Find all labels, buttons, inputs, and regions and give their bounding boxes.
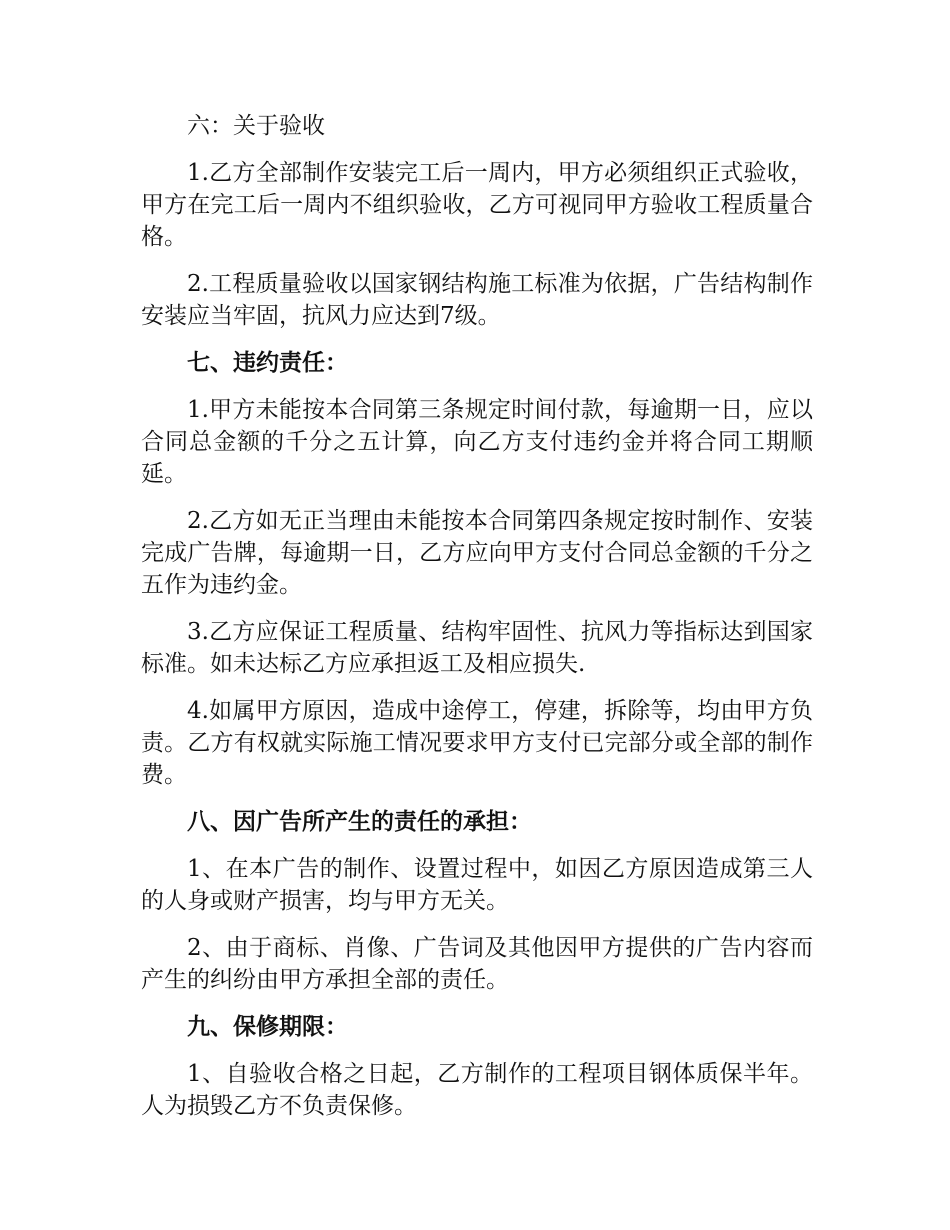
section-seven-item-4: 4.如属甲方原因，造成中途停工，停建，拆除等，均由甲方负责。乙方有权就实际施工情况要求甲方支付已完部分或全部的制作费。 bbox=[141, 698, 813, 788]
section-nine-item-1: 1、自验收合格之日起，乙方制作的工程项目钢体质保半年。人为损毁乙方不负责保修。 bbox=[141, 1061, 813, 1119]
section-nine-heading: 九、保修期限： bbox=[187, 1013, 348, 1040]
section-eight-item-2: 2、由于商标、肖像、广告词及其他因甲方提供的广告内容而产生的纠纷由甲方承担全部的责任。 bbox=[141, 935, 813, 993]
section-seven-item-3: 3.乙方应保证工程质量、结构牢固性、抗风力等指标达到国家标准。如未达标乙方应承担返工及相应损失. bbox=[141, 619, 813, 677]
section-six-heading: 六：关于验收 bbox=[187, 113, 325, 139]
section-six-item-2: 2.工程质量验收以国家钢结构施工标准为依据，广告结构制作安装应当牢固，抗风力应达到7级。 bbox=[141, 271, 813, 329]
section-seven-heading: 七、违约责任： bbox=[187, 349, 348, 376]
section-seven-item-2: 2.乙方如无正当理由未能按本合同第四条规定按时制作、安装完成广告牌，每逾期一日，乙方应向甲方支付合同总金额的千分之五作为违约金。 bbox=[141, 508, 813, 598]
document-page bbox=[141, 110, 813, 1137]
section-seven-item-1: 1.甲方未能按本合同第三条规定时间付款，每逾期一日，应以合同总金额的千分之五计算，向乙方支付违约金并将合同工期顺延。 bbox=[141, 397, 813, 487]
section-eight-item-1: 1、在本广告的制作、设置过程中，如因乙方原因造成第三人的人身或财产损害，均与甲方无关。 bbox=[141, 856, 813, 914]
section-six-item-1: 1.乙方全部制作安装完工后一周内，甲方必须组织正式验收，甲方在完工后一周内不组织验收，乙方可视同甲方验收工程质量合格。 bbox=[141, 160, 813, 250]
section-eight-heading: 八、因广告所产生的责任的承担： bbox=[187, 808, 532, 835]
